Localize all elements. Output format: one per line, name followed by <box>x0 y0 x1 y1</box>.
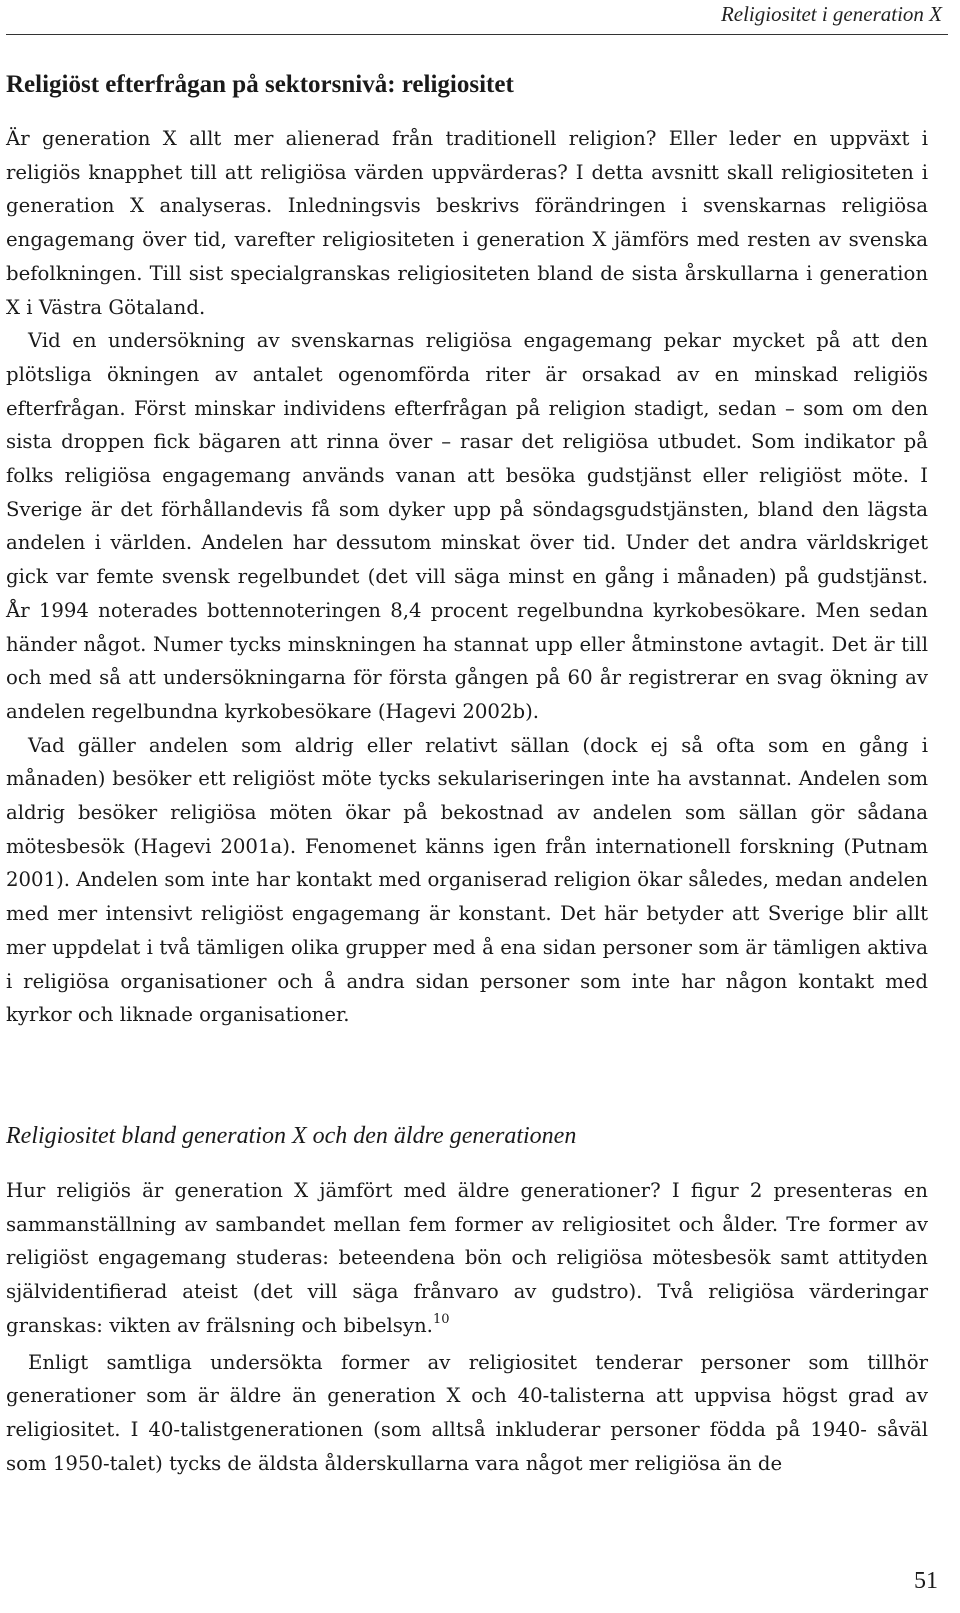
paragraph <box>6 1174 928 1346</box>
section-body <box>6 122 928 1032</box>
paragraph: Vad gäller andelen som aldrig eller relativt sällan (dock ej så ofta som en gång i månaden) besöker ett religiöst möte tycks sekulariseringen inte ha avstannat. Andelen som aldrig besöker religiösa möten ökar på bekostnad av andelen som sällan gör sådana mötesbesök (Hagevi 2001a). Fenomenet känns igen från internationell forskning (Putnam 2001). Andelen som inte har kontakt med organiserad religion ökar således, medan andelen med mer intensivt religiöst engagemang är konstant. Det här betyder att Sverige blir allt mer uppdelat i två tämligen olika grupper med å ena sidan personer som är tämligen aktiva i religiösa organisationer och å andra sidan personer som inte har någon kontakt med kyrkor och liknade organisationer. <box>6 733 928 1027</box>
paragraph: Vid en undersökning av svenskarnas religiösa engagemang pekar mycket på att den plötsliga ökningen av antalet ogenomförda riter är orsakad av en minskad religiös efterfrågan. Först minskar individens efterfrågan på religion stadigt, sedan – som om den sista droppen fick bägaren att rinna över – rasar det religiösa utbudet. Som indikator på folks religiösa engagemang används vanan att besöka gudstjänst eller religiöst möte. I Sverige är det förhållandevis få som dyker upp på söndagsgudstjänsten, bland den lägsta andelen i världen. Andelen har dessutom minskat över tid. Under det andra världskriget gick var femte svensk regelbundet (det vill säga minst en gång i månaden) på gudstjänst. År 1994 noterades bottennoteringen 8,4 procent regelbundna kyrkobesökare. Men sedan händer något. Numer tycks minskningen ha stannat upp eller åtminstone avtagit. Det är till och med så att undersökningarna för första gången på 60 år registrerar en svag ökning av andelen regelbundna kyrkobesökare (Hagevi 2002b). <box>6 329 928 723</box>
running-header: Religiositet i generation X <box>720 2 942 26</box>
footnote-reference[interactable]: 10 <box>432 1311 450 1327</box>
section-heading: Religiöst efterfrågan på sektorsnivå: religiositet <box>6 71 514 98</box>
subsection-heading: Religiositet bland generation X och den äldre generationen <box>6 1123 577 1149</box>
paragraph-text: Hur religiös är generation X jämfört med äldre generationer? I figur 2 presenteras en sammanställning av sambandet mellan fem former av religiositet och ålder. Tre former av religiöst engagemang studeras: beteendena bön och religiösa mötesbesök samt attityden självidentifierad ateist (det vill säga frånvaro av gudstro). Två religiösa värderingar granskas: vikten av frälsning och bibelsyn. <box>6 1179 928 1337</box>
subsection-body <box>6 1174 928 1480</box>
page-number: 51 <box>914 1568 938 1594</box>
header-rule <box>6 34 948 35</box>
paragraph: Enligt samtliga undersökta former av religiositet tenderar personer som tillhör generationer som är äldre än generation X och 40-talisterna att uppvisa högst grad av religiositet. I 40-talistgenerationen (som alltså inkluderar personer födda på 1940- såväl som 1950-talet) tycks de äldsta ålderskullarna vara något mer religiösa än de <box>6 1350 928 1475</box>
paragraph: Är generation X allt mer alienerad från traditionell religion? Eller leder en uppväxt i religiös knapphet till att religiösa värden uppvärderas? I detta avsnitt skall religiositeten i generation X analyseras. Inledningsvis beskrivs förändringen i svenskarnas religiösa engagemang över tid, varefter religiositeten i generation X jämförs med resten av svenska befolkningen. Till sist specialgranskas religiositeten bland de sista årskullarna i generation X i Västra Götaland. <box>6 127 928 319</box>
